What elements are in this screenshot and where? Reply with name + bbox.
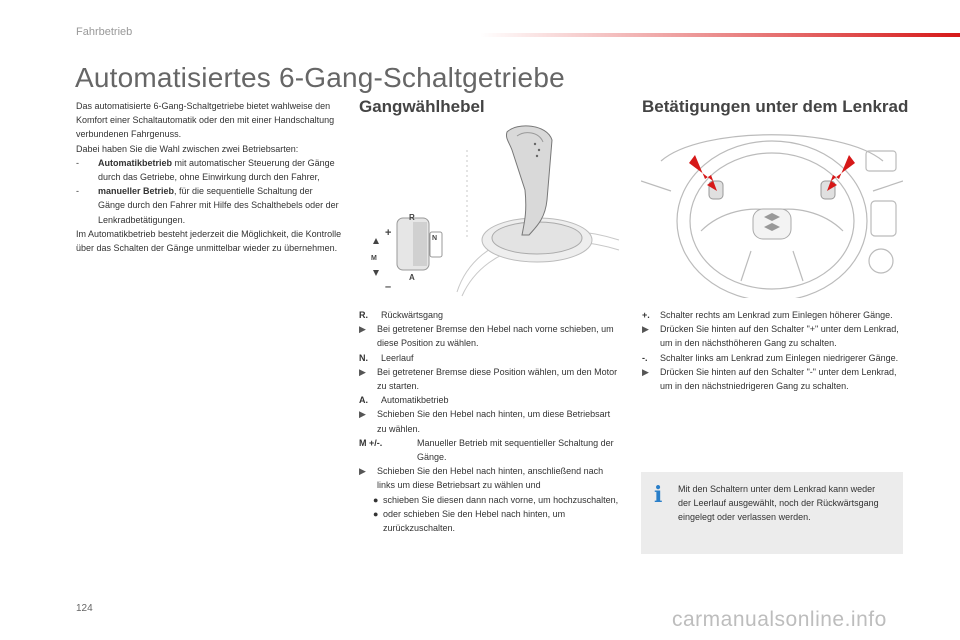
- list-item: ● schieben Sie diesen dann nach vorne, um hochzuschalten,: [373, 494, 619, 505]
- diagram-label-n: N: [432, 235, 438, 242]
- steering-wheel-drawing: [641, 121, 903, 298]
- list-item: ▶ Schieben Sie den Hebel nach hinten, um diese Betriebsart zu wählen.: [359, 407, 621, 435]
- list-item: +. Schalter rechts am Lenkrad zum Einlegen höherer Gänge.: [642, 310, 893, 320]
- steering-wheel-illustration: [641, 121, 903, 298]
- watermark: carmanualsonline.info: [672, 608, 887, 631]
- diagram-label-a: A: [409, 273, 415, 282]
- list-item: N. Leerlauf: [359, 352, 414, 363]
- intro-text: [76, 99, 342, 255]
- gear-heading: Gangwählhebel: [359, 97, 485, 116]
- list-item: R. Rückwärtsgang: [359, 310, 444, 320]
- header-accent-bar: [480, 33, 960, 37]
- list-item: A. Automatikbetrieb: [359, 395, 449, 406]
- list-item: ▶ Drücken Sie hinten auf den Schalter "+" unter dem Lenkrad, um in den nächsthöheren Gang zu schalten.: [642, 322, 904, 350]
- gear-lever-illustration: [357, 120, 621, 298]
- list-item: -. Schalter links am Lenkrad zum Einlegen niedrigerer Gänge.: [642, 352, 899, 363]
- intro-paragraph-1: Das automatisierte 6-Gang-Schaltgetriebe bietet wahlweise den Komfort einer Schaltautomatik oder den mit einer Handschaltung verbundenen Fahrgenuss.: [76, 101, 335, 140]
- arrow-icon: ▶: [359, 366, 366, 377]
- section-header: Fahrbetrieb: [76, 26, 133, 38]
- intro-paragraph-3: Im Automatikbetrieb besteht jederzeit die Möglichkeit, die Kontrolle über das Schalten der Gänge unmittelbar wieder zu übernehmen.: [76, 228, 342, 254]
- intro-item-automatic: - Automatikbetrieb mit automatischer Steuerung der Gänge durch das Getriebe, ohne Einwirkung durch den Fahrer,: [76, 157, 335, 183]
- list-item: M +/-. Manueller Betrieb mit sequentieller Schaltung der Gänge.: [359, 437, 614, 463]
- wheel-controls-list: [642, 308, 904, 393]
- gear-positions-list: [359, 308, 621, 535]
- info-box: [641, 472, 903, 554]
- diagram-label-m: M: [371, 255, 377, 262]
- list-item: ▶ Bei getretener Bremse den Hebel nach vorne schieben, um diese Position zu wählen.: [359, 322, 621, 350]
- arrow-icon: ▶: [359, 466, 366, 477]
- diagram-label-minus: –: [385, 281, 392, 293]
- arrow-icon: ▶: [642, 324, 649, 335]
- list-item: ● oder schieben Sie den Hebel nach hinten, um zurückzuschalten.: [373, 508, 566, 534]
- intro-item-manual: - manueller Betrieb, für die sequentielle Schaltung der Gänge durch den Fahrer mit Hilfe des Schalthebels oder der Lenkradbetätigungen.: [76, 186, 339, 225]
- list-item: ▶ Drücken Sie hinten auf den Schalter "-" unter dem Lenkrad, um in den nächstniedrigeren Gang zu schalten.: [642, 365, 904, 393]
- diagram-label-plus: +: [385, 227, 392, 239]
- list-item: ▶ Bei getretener Bremse diese Position wählen, um den Motor zu starten.: [359, 365, 621, 393]
- intro-paragraph-2: Dabei haben Sie die Wahl zwischen zwei Betriebsarten:: [76, 143, 299, 154]
- arrow-icon: ▶: [359, 324, 366, 335]
- arrow-icon: ▶: [642, 366, 649, 377]
- info-text: Mit den Schaltern unter dem Lenkrad kann weder der Leerlauf ausgewählt, noch der Rückwärtsgang eingelegt oder verlassen werden.: [678, 484, 879, 523]
- page-number: 124: [76, 603, 93, 614]
- gear-lever-drawing: [357, 120, 621, 298]
- diagram-label-r: R: [409, 213, 415, 222]
- list-item: ▶ Schieben Sie den Hebel nach hinten, anschließend nach links um diese Betriebsart zu wählen und: [359, 464, 621, 492]
- arrow-icon: ▶: [359, 409, 366, 420]
- wheel-heading: Betätigungen unter dem Lenkrad: [642, 97, 909, 116]
- page-title: Automatisiertes 6-Gang-Schaltgetriebe: [75, 62, 565, 93]
- info-icon: i: [654, 482, 663, 508]
